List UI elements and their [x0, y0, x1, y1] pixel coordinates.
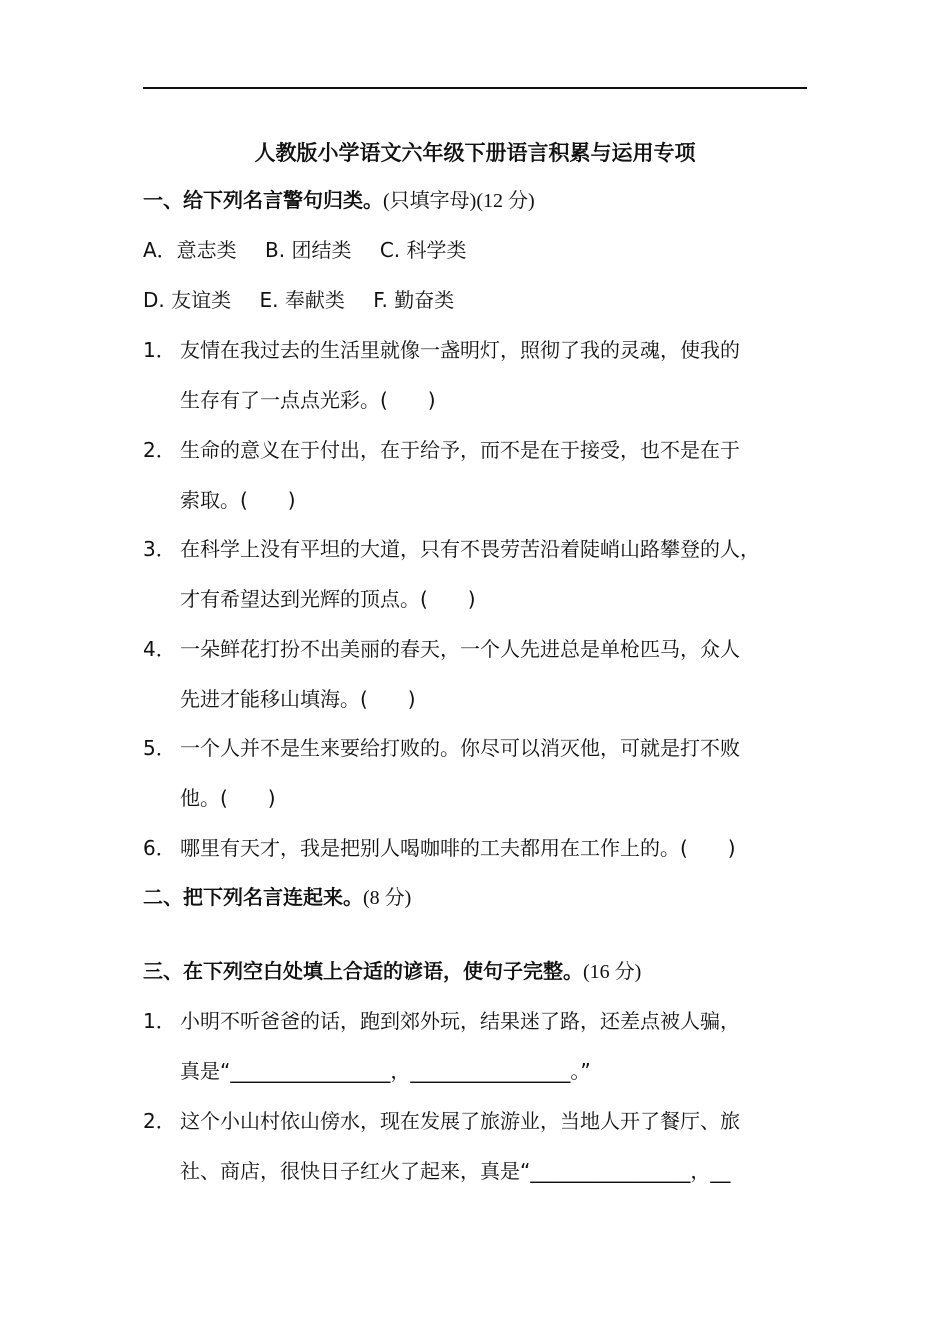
question-4-cont: 先进才能移山填海。( ) [180, 687, 416, 711]
option-e: E. 奉献类 [259, 288, 345, 312]
question-number: 1． [143, 1009, 176, 1033]
question-text: 一个人并不是生来要给打败的。你尽可以消灭他，可就是打不败 [180, 736, 740, 760]
section3-heading-points: (16 分) [583, 961, 642, 983]
question-text: 生命的意义在于付出，在于给予，而不是在于接受，也不是在于 [180, 438, 740, 462]
question-text: 小明不听爸爸的话，跑到郊外玩，结果迷了路，还差点被人骗， [180, 1009, 740, 1033]
question-1-cont: 生存有了一点点光彩。( ) [180, 388, 436, 412]
question-number: 6． [143, 836, 176, 860]
question-5 [143, 735, 740, 761]
question-1 [143, 337, 740, 363]
question-3-cont: 才有希望达到光辉的顶点。( ) [180, 587, 476, 611]
fill-question-2 [143, 1108, 740, 1134]
question-4 [143, 636, 740, 662]
section2-heading-points: (8 分) [363, 887, 412, 909]
fill-question-2-blanks: 社、商店，很快日子红火了起来，真是“________________，__ [180, 1159, 731, 1183]
section1-heading [143, 187, 535, 214]
question-text: 哪里有天才，我是把别人喝咖啡的工夫都用在工作上的。( ) [180, 836, 736, 860]
question-2-cont: 索取。( ) [180, 488, 296, 512]
question-text: 友情在我过去的生活里就像一盏明灯，照彻了我的灵魂，使我的 [180, 338, 740, 362]
question-text: 这个小山村依山傍水，现在发展了旅游业，当地人开了餐厅、旅 [180, 1109, 740, 1133]
option-f: F. 勤奋类 [373, 288, 455, 312]
fill-question-1 [143, 1008, 740, 1034]
option-c: C. 科学类 [379, 238, 467, 262]
section3-heading [143, 958, 641, 985]
question-number: 5． [143, 736, 176, 760]
question-2 [143, 437, 740, 463]
question-number: 3． [143, 537, 176, 561]
question-number: 2． [143, 1109, 176, 1133]
fill-question-1-blanks: 真是“________________，________________。” [180, 1059, 591, 1083]
section2-heading-text: 二、把下列名言连起来。 [143, 885, 363, 909]
category-options-row1 [143, 237, 489, 263]
question-text: 在科学上没有平坦的大道，只有不畏劳苦沿着陡峭山路攀登的人， [180, 537, 760, 561]
category-options-row2 [143, 287, 476, 313]
question-3 [143, 536, 760, 562]
section1-heading-text: 一、给下列名言警句归类。 [143, 188, 383, 212]
section1-heading-points: (只填字母)(12 分) [383, 190, 535, 212]
question-6 [143, 835, 736, 861]
question-5-cont: 他。( ) [180, 786, 276, 810]
option-d: D. 友谊类 [143, 288, 232, 312]
page-title: 人教版小学语文六年级下册语言积累与运用专项 [254, 141, 696, 165]
header-rule [143, 87, 807, 89]
question-number: 1． [143, 338, 176, 362]
question-number: 4． [143, 637, 176, 661]
option-a: A．意志类 [143, 238, 237, 262]
section3-heading-text: 三、在下列空白处填上合适的谚语，使句子完整。 [143, 959, 583, 983]
section2-heading [143, 884, 411, 911]
question-text: 一朵鲜花打扮不出美丽的春天，一个人先进总是单枪匹马，众人 [180, 637, 740, 661]
question-number: 2． [143, 438, 176, 462]
option-b: B. 团结类 [265, 238, 352, 262]
